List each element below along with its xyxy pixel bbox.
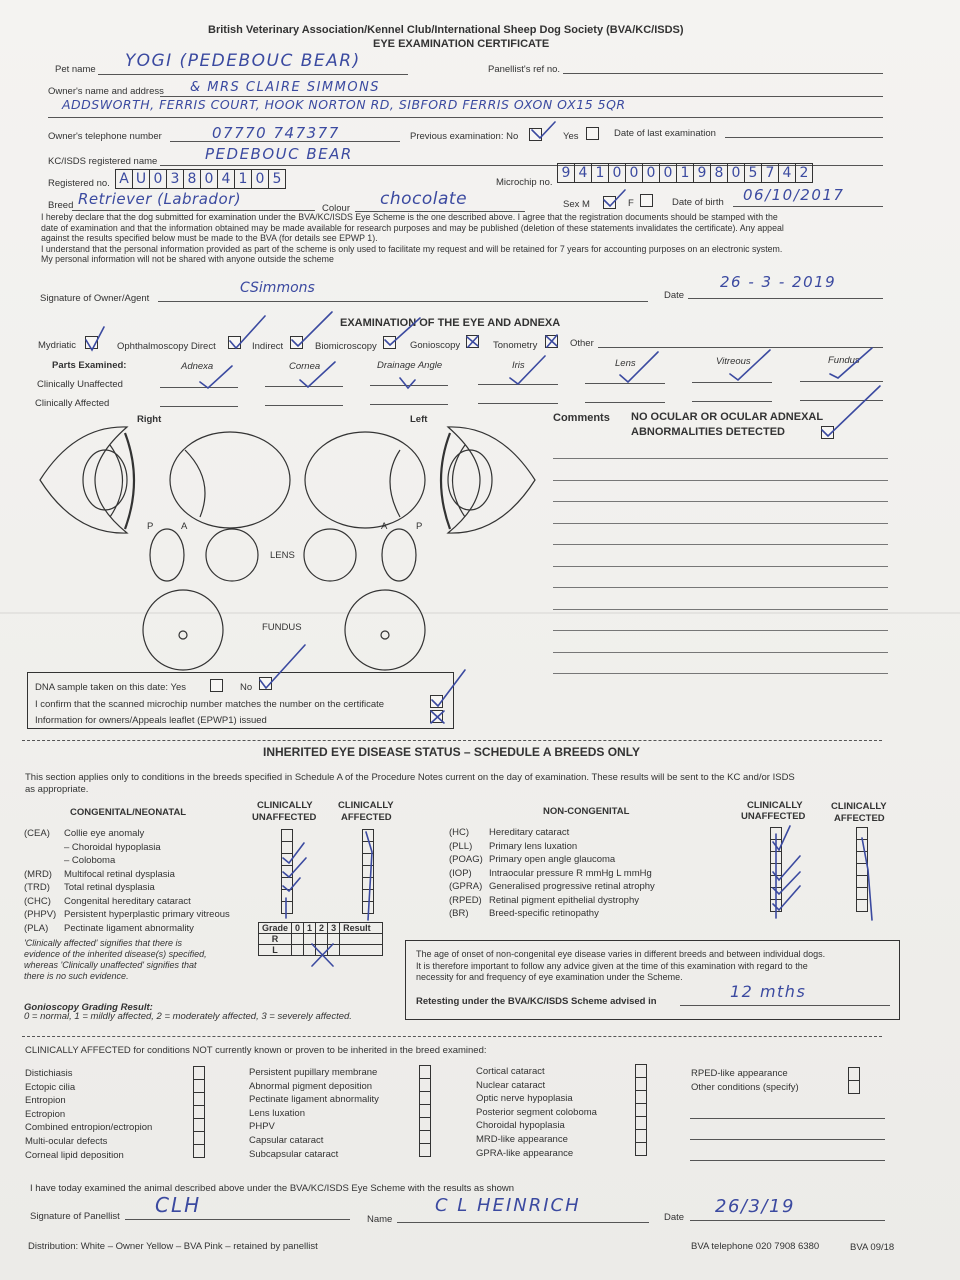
other-col-3-boxes[interactable] [635,1065,647,1156]
microchip-cell[interactable]: 4 [778,163,796,183]
condition-item: GPRA-like appearance [476,1147,574,1159]
fundus-label: FUNDUS [262,622,302,633]
condition-item: Combined entropion/ectropion [25,1122,153,1134]
comment-line[interactable] [553,673,888,674]
congenital-list [24,827,230,935]
condition-name: Total retinal dysplasia [64,882,155,893]
colour-label: Colour [322,203,350,214]
grade-header: Grade [259,923,292,934]
condition-row [449,826,655,840]
microchip-cell[interactable]: 8 [710,163,728,183]
affected-note-line: whereas 'Clinically unaffected' signifies that [24,960,197,970]
affected-note-line: there is no such evidence. [24,971,129,981]
condition-item: MRD-like appearance [476,1133,568,1145]
inherited-title: INHERITED EYE DISEASE STATUS – SCHEDULE A BREEDS ONLY [263,745,640,759]
other-col-4 [691,1067,799,1094]
parts-label: Parts Examined: [52,360,127,371]
ophthalmoscopy-checkbox[interactable] [228,336,241,349]
dob-label: Date of birth [672,197,724,208]
no-abnormalities-checkbox[interactable] [821,426,834,439]
microchip-cell[interactable]: 2 [795,163,813,183]
comment-line[interactable] [553,609,888,610]
status-checkbox[interactable] [848,1080,860,1094]
condition-row [449,867,655,881]
condition-item: Ectopic cilia [25,1081,76,1093]
status-checkbox[interactable] [193,1118,205,1132]
no-abnormalities-2: ABNORMALITIES DETECTED [631,426,785,438]
condition-name: Congenital hereditary cataract [64,895,191,907]
status-checkbox[interactable] [419,1130,431,1144]
left-eye-label: Left [410,414,428,425]
microchip-cell[interactable]: 7 [761,163,779,183]
condition-row [24,881,230,895]
status-checkbox[interactable] [193,1079,205,1093]
condition-name: Hereditary cataract [489,827,570,838]
comment-line[interactable] [553,652,888,653]
part-vitreous: Vitreous [716,356,751,367]
condition-row [24,922,230,936]
condition-item: Optic nerve hypoplasia [476,1093,573,1105]
microchip-cells[interactable] [558,163,813,183]
status-checkbox[interactable] [281,901,293,914]
condition-code: (TRD) [24,882,50,893]
condition-code: (BR) [449,908,469,919]
other-col-4-boxes[interactable] [848,1068,860,1094]
condition-item: Entropion [25,1095,66,1107]
condition-row [24,841,230,855]
method-mydriatic: Mydriatic [38,340,77,351]
grade-header: Result [340,923,383,934]
sex-f-checkbox[interactable] [640,194,653,207]
condition-name: Primary open angle glaucoma [489,854,616,865]
panellist-sig-label: Signature of Panellist [30,1211,120,1222]
other-conditions-title: CLINICALLY AFFECTED for conditions NOT currently known or proven to be inherited in the breed examined: [25,1045,487,1056]
panellist-statement: I have today examined the animal described above under the BVA/KC/ISDS Eye Scheme with the results as shown [30,1183,515,1194]
condition-name: Breed-specific retinopathy [489,908,599,919]
status-checkbox[interactable] [848,1067,860,1081]
owner-value[interactable]: & MRS CLAIRE SIMMONS [190,80,381,95]
condition-item: Other conditions (specify) [691,1081,799,1093]
distribution-note: Distribution: White – Owner Yellow – BVA Pink – retained by panellist [28,1241,318,1252]
last-exam-label: Date of last examination [614,128,716,139]
part-drainage: Drainage Angle [377,360,443,371]
pet-name-label: Pet name [55,64,96,75]
affected-note-line: 'Clinically affected' signifies that there is [24,938,183,948]
condition-item: Nuclear cataract [476,1079,546,1091]
comment-line[interactable] [553,566,888,567]
colour-value[interactable]: chocolate [380,189,468,209]
comment-line[interactable] [553,480,888,481]
comment-line[interactable] [553,587,888,588]
dob-value[interactable]: 06/10/2017 [743,186,845,204]
cong-ca-1: CLINICALLY [338,800,394,811]
exam-title: EXAMINATION OF THE EYE AND ADNEXA [340,317,561,329]
owner-date-value[interactable]: 26 - 3 - 2019 [720,273,837,291]
status-checkbox[interactable] [193,1105,205,1119]
reg-no-cell[interactable]: 0 [251,169,269,189]
condition-item: Lens luxation [249,1107,305,1119]
prev-exam-label: Previous examination: No [410,131,519,142]
age-note-line: It is therefore important to follow any advice given at the time of this examination with regard to the [416,960,808,971]
no-abnormalities-1: NO OCULAR OR OCULAR ADNEXAL [631,411,824,423]
condition-name: Collie eye anomaly [64,828,145,839]
a-label-right: A [181,521,188,532]
prev-exam-no-checkbox[interactable] [529,128,542,141]
condition-name: Persistent hyperplastic primary vitreous [64,909,230,920]
panellist-name-value[interactable]: C L HEINRICH [435,1195,581,1216]
comment-line[interactable] [553,501,888,502]
panellist-date-value[interactable]: 26/3/19 [715,1196,795,1217]
condition-code: (PLL) [449,840,473,852]
sex-m-checkbox[interactable] [603,196,616,209]
status-checkbox[interactable] [419,1117,431,1131]
microchip-cell[interactable]: 0 [659,163,677,183]
condition-code: (IOP) [449,867,472,879]
affected-note-line: evidence of the inherited disease(s) specified, [24,949,207,959]
grade-row-r: R [259,934,292,945]
address-value[interactable]: ADDSWORTH, FERRIS COURT, HOOK NORTON RD, SIBFORD FERRIS OXON OX15 5QR [62,97,626,112]
status-checkbox[interactable] [635,1077,647,1091]
phone-label: Owner's telephone number [48,131,162,142]
other-col-1 [25,1067,152,1162]
inherited-intro-2: as appropriate. [25,784,89,795]
owner-label: Owner's name and address [48,86,164,97]
condition-code: (CEA) [24,828,50,839]
condition-name: Retinal pigment epithelial dystrophy [489,894,639,906]
cong-cu-2: UNAFFECTED [252,812,317,823]
reg-no-cell[interactable]: 8 [183,169,201,189]
panellist-name-label: Name [367,1214,393,1225]
condition-item: Corneal lipid deposition [25,1149,124,1161]
condition-row [24,854,230,868]
microchip-confirm: I confirm that the scanned microchip number matches the number on the certificate [35,699,385,710]
noncongenital-list [449,826,655,921]
condition-item: Distichiasis [25,1068,73,1079]
condition-item: RPED-like appearance [691,1068,788,1079]
condition-item: Subcapsular cataract [249,1148,339,1160]
status-checkbox[interactable] [635,1064,647,1078]
status-checkbox[interactable] [362,901,374,914]
kc-name-value[interactable]: PEDEBOUC BEAR [205,145,353,163]
noncongenital-affected-boxes[interactable] [856,828,868,912]
comment-line[interactable] [553,458,888,459]
retest-label: Retesting under the BVA/KC/ISDS Scheme advised in [416,996,657,1007]
noncongenital-title: NON-CONGENITAL [543,806,630,817]
part-iris: Iris [512,360,525,371]
declaration-line: date of examination and that the information obtained may be made available for research purposes and may be published (deletion of these statements invalidates the certificate). Any appeal [41,222,784,233]
reg-no-cells[interactable] [116,169,286,189]
status-checkbox[interactable] [770,899,782,912]
panellist-date-label: Date [664,1212,685,1223]
reg-no-cell[interactable]: 5 [268,169,286,189]
condition-code: (MRD) [24,868,52,880]
dna-no-label: No [240,682,253,693]
condition-name: Intraocular pressure R mmHg L mmHg [489,867,652,879]
condition-item: Persistent pupillary membrane [249,1067,378,1078]
declaration-line: I understand that the personal information provided as part of the scheme is only used to facilitate my request and will be retained for 7 years for accounting purposes on an electronic system. [41,243,783,254]
condition-row [449,894,655,908]
status-checkbox[interactable] [635,1090,647,1104]
prev-exam-yes-label: Yes [563,131,579,142]
leaflet-label: Information for owners/Appeals leaflet (EPWP1) issued [35,715,267,726]
congenital-unaffected-boxes[interactable] [281,830,293,914]
noncong-ca-1: CLINICALLY [831,801,887,812]
microchip-cell[interactable]: 0 [642,163,660,183]
status-checkbox[interactable] [635,1116,647,1130]
reg-no-cell[interactable]: 0 [200,169,218,189]
certificate-title: EYE EXAMINATION CERTIFICATE [373,38,550,50]
declaration-line: My personal information will not be shared with anyone outside the scheme [41,254,334,264]
condition-row [449,880,655,894]
method-gonioscopy: Gonioscopy [410,340,461,351]
microchip-cell[interactable]: 5 [744,163,762,183]
condition-name: Pectinate ligament abnormality [64,922,194,934]
condition-name: Primary lens luxation [489,840,578,852]
condition-row [24,868,230,882]
a-label-left: A [381,521,388,532]
phone-value[interactable]: 07770 747377 [212,124,340,142]
lens-label: LENS [270,550,295,561]
noncongenital-unaffected-boxes[interactable] [770,828,782,912]
condition-row [449,840,655,854]
reg-no-label: Registered no. [48,178,110,189]
mydriatic-checkbox[interactable] [85,336,98,349]
microchip-cell[interactable]: 1 [591,163,609,183]
other-col-2 [249,1066,379,1161]
condition-item: Choroidal hypoplasia [476,1120,565,1132]
retest-value[interactable]: 12 mths [730,982,807,1001]
condition-item: Abnormal pigment deposition [249,1080,373,1092]
condition-item: Cortical cataract [476,1066,545,1077]
status-checkbox[interactable] [635,1129,647,1143]
grade-table[interactable] [258,922,383,956]
condition-row [24,827,230,841]
status-checkbox[interactable] [419,1143,431,1157]
condition-name: – Choroidal hypoplasia [64,841,161,853]
condition-code: (POAG) [449,854,483,865]
condition-item: Ectropion [25,1108,66,1120]
condition-code: (PHPV) [24,909,57,920]
grade-header: 1 [304,923,316,934]
comment-line[interactable] [553,544,888,545]
condition-item: Multi-ocular defects [25,1135,108,1147]
method-tonometry: Tonometry [493,340,538,351]
condition-row [24,895,230,909]
condition-row [449,907,655,921]
cong-ca-2: AFFECTED [341,812,392,823]
age-note-line: necessity for and frequency of eye examination under the Scheme. [416,972,683,982]
gonio-title: Gonioscopy Grading Result: [24,1002,153,1013]
tonometry-checkbox[interactable] [545,335,558,348]
other-col-1-boxes[interactable] [193,1067,205,1158]
condition-code: (GPRA) [449,881,483,892]
status-checkbox[interactable] [193,1131,205,1145]
comment-line[interactable] [553,630,888,631]
affected-note [24,938,207,982]
condition-item: Posterior segment coloboma [476,1106,597,1118]
status-checkbox[interactable] [635,1103,647,1117]
form-code: BVA 09/18 [850,1242,895,1253]
declaration-text [41,212,784,265]
panellist-ref-label: Panellist's ref no. [488,64,561,75]
dna-label: DNA sample taken on this date: Yes [35,682,187,693]
indirect-checkbox[interactable] [290,336,303,349]
other-col-2-boxes[interactable] [419,1066,431,1157]
gonio-scale: 0 = normal, 1 = mildly affected, 2 = moderately affected, 3 = severely affected. [24,1011,352,1022]
part-lens: Lens [615,358,636,369]
noncong-cu-2: UNAFFECTED [741,811,806,822]
congenital-title: CONGENITAL/NEONATAL [70,807,187,818]
gonioscopy-checkbox[interactable] [466,335,479,348]
microchip-cell[interactable]: 0 [727,163,745,183]
sex-f-label: F [628,198,634,209]
age-note [416,949,825,984]
method-indirect: Indirect [252,341,284,352]
kc-name-label: KC/ISDS registered name [48,156,158,167]
age-note-line: The age of onset of non-congenital eye disease varies in different breeds and between individual dogs. [416,949,826,959]
status-checkbox[interactable] [419,1091,431,1105]
part-adnexa: Adnexa [181,361,214,372]
condition-item: Pectinate ligament abnormality [249,1094,379,1106]
microchip-label: Microchip no. [496,177,553,188]
owner-signature-value[interactable]: CSimmons [240,280,315,296]
org-header: British Veterinary Association/Kennel Club/International Sheep Dog Society (BVA/KC/ISDS) [208,24,684,36]
declaration-line: against the results specified below must be made to the BVA (for details see EPWP 1). [41,233,378,243]
microchip-cell[interactable]: 1 [676,163,694,183]
microchip-cell[interactable]: 9 [557,163,575,183]
noncong-ca-2: AFFECTED [834,813,885,824]
reg-no-cell[interactable]: 1 [234,169,252,189]
part-fundus: Fundus [828,355,860,366]
condition-code: (RPED) [449,894,482,906]
status-checkbox[interactable] [193,1066,205,1080]
grade-header: 0 [292,923,304,934]
cong-cu-1: CLINICALLY [257,800,313,811]
biomicroscopy-checkbox[interactable] [383,336,396,349]
pet-name-value[interactable]: YOGI (PEDEBOUC BEAR) [125,51,361,71]
p-label-right: P [147,521,154,532]
condition-name: – Coloboma [64,855,116,866]
dna-yes-checkbox[interactable] [210,679,223,692]
status-checkbox[interactable] [193,1092,205,1106]
reg-no-cell[interactable]: U [132,169,150,189]
condition-item: PHPV [249,1121,275,1133]
condition-code: (PLA) [24,922,49,934]
sex-label: Sex M [563,199,590,210]
condition-name: Generalised progressive retinal atrophy [489,881,655,892]
part-cornea: Cornea [289,361,321,372]
affected-label: Clinically Affected [35,398,110,409]
condition-name: Multifocal retinal dysplasia [64,868,175,880]
breed-label: Breed [48,200,74,211]
prev-exam-yes-checkbox[interactable] [586,127,599,140]
reg-no-cell[interactable]: 3 [166,169,184,189]
right-eye-label: Right [137,414,162,425]
condition-item: Capsular cataract [249,1134,324,1146]
microchip-cell[interactable]: 4 [574,163,592,183]
method-biomicroscopy: Biomicroscopy [315,341,377,352]
dna-no-checkbox[interactable] [259,677,272,690]
status-checkbox[interactable] [419,1104,431,1118]
condition-code: (CHC) [24,895,51,907]
breed-value[interactable]: Retriever (Labrador) [78,190,242,208]
owner-signature-label: Signature of Owner/Agent [40,293,150,304]
condition-row [449,853,655,867]
status-checkbox[interactable] [419,1078,431,1092]
condition-row [24,908,230,922]
comments-label: Comments [553,412,610,424]
method-ophthalmoscopy: Ophthalmoscopy Direct [117,341,216,352]
condition-code: (HC) [449,827,470,838]
declaration-line: I hereby declare that the dog submitted for examination under the BVA/KC/ISDS Eye Scheme is the one described above. I agree that the registration documents should be stamped with the [41,212,778,222]
microchip-cell[interactable]: 0 [608,163,626,183]
panellist-sig-value[interactable]: CLH [155,1193,202,1217]
status-checkbox[interactable] [635,1142,647,1156]
reg-no-cell[interactable]: A [115,169,133,189]
grade-header: 2 [316,923,328,934]
method-other: Other [570,338,594,349]
unaffected-label: Clinically Unaffected [37,379,123,390]
status-checkbox[interactable] [193,1144,205,1158]
leaflet-checkbox[interactable] [430,710,443,723]
noncong-cu-1: CLINICALLY [747,800,803,811]
microchip-cell[interactable]: 0 [625,163,643,183]
other-col-3 [476,1065,597,1160]
status-checkbox[interactable] [419,1065,431,1079]
reg-no-cell[interactable]: 0 [149,169,167,189]
inherited-intro-1: This section applies only to conditions in the breeds specified in Schedule A of the Procedure Notes current on the day of examination. These results will be sent to the KC and/or ISDS [25,772,795,783]
reg-no-cell[interactable]: 4 [217,169,235,189]
congenital-affected-boxes[interactable] [362,830,374,914]
microchip-cell[interactable]: 9 [693,163,711,183]
bva-phone: BVA telephone 020 7908 6380 [691,1241,820,1252]
microchip-confirm-checkbox[interactable] [430,695,443,708]
owner-date-label: Date [664,290,685,301]
comment-line[interactable] [553,523,888,524]
grade-row-l: L [259,945,292,956]
status-checkbox[interactable] [856,899,868,912]
p-label-left: P [416,521,423,532]
grade-header: 3 [328,923,340,934]
